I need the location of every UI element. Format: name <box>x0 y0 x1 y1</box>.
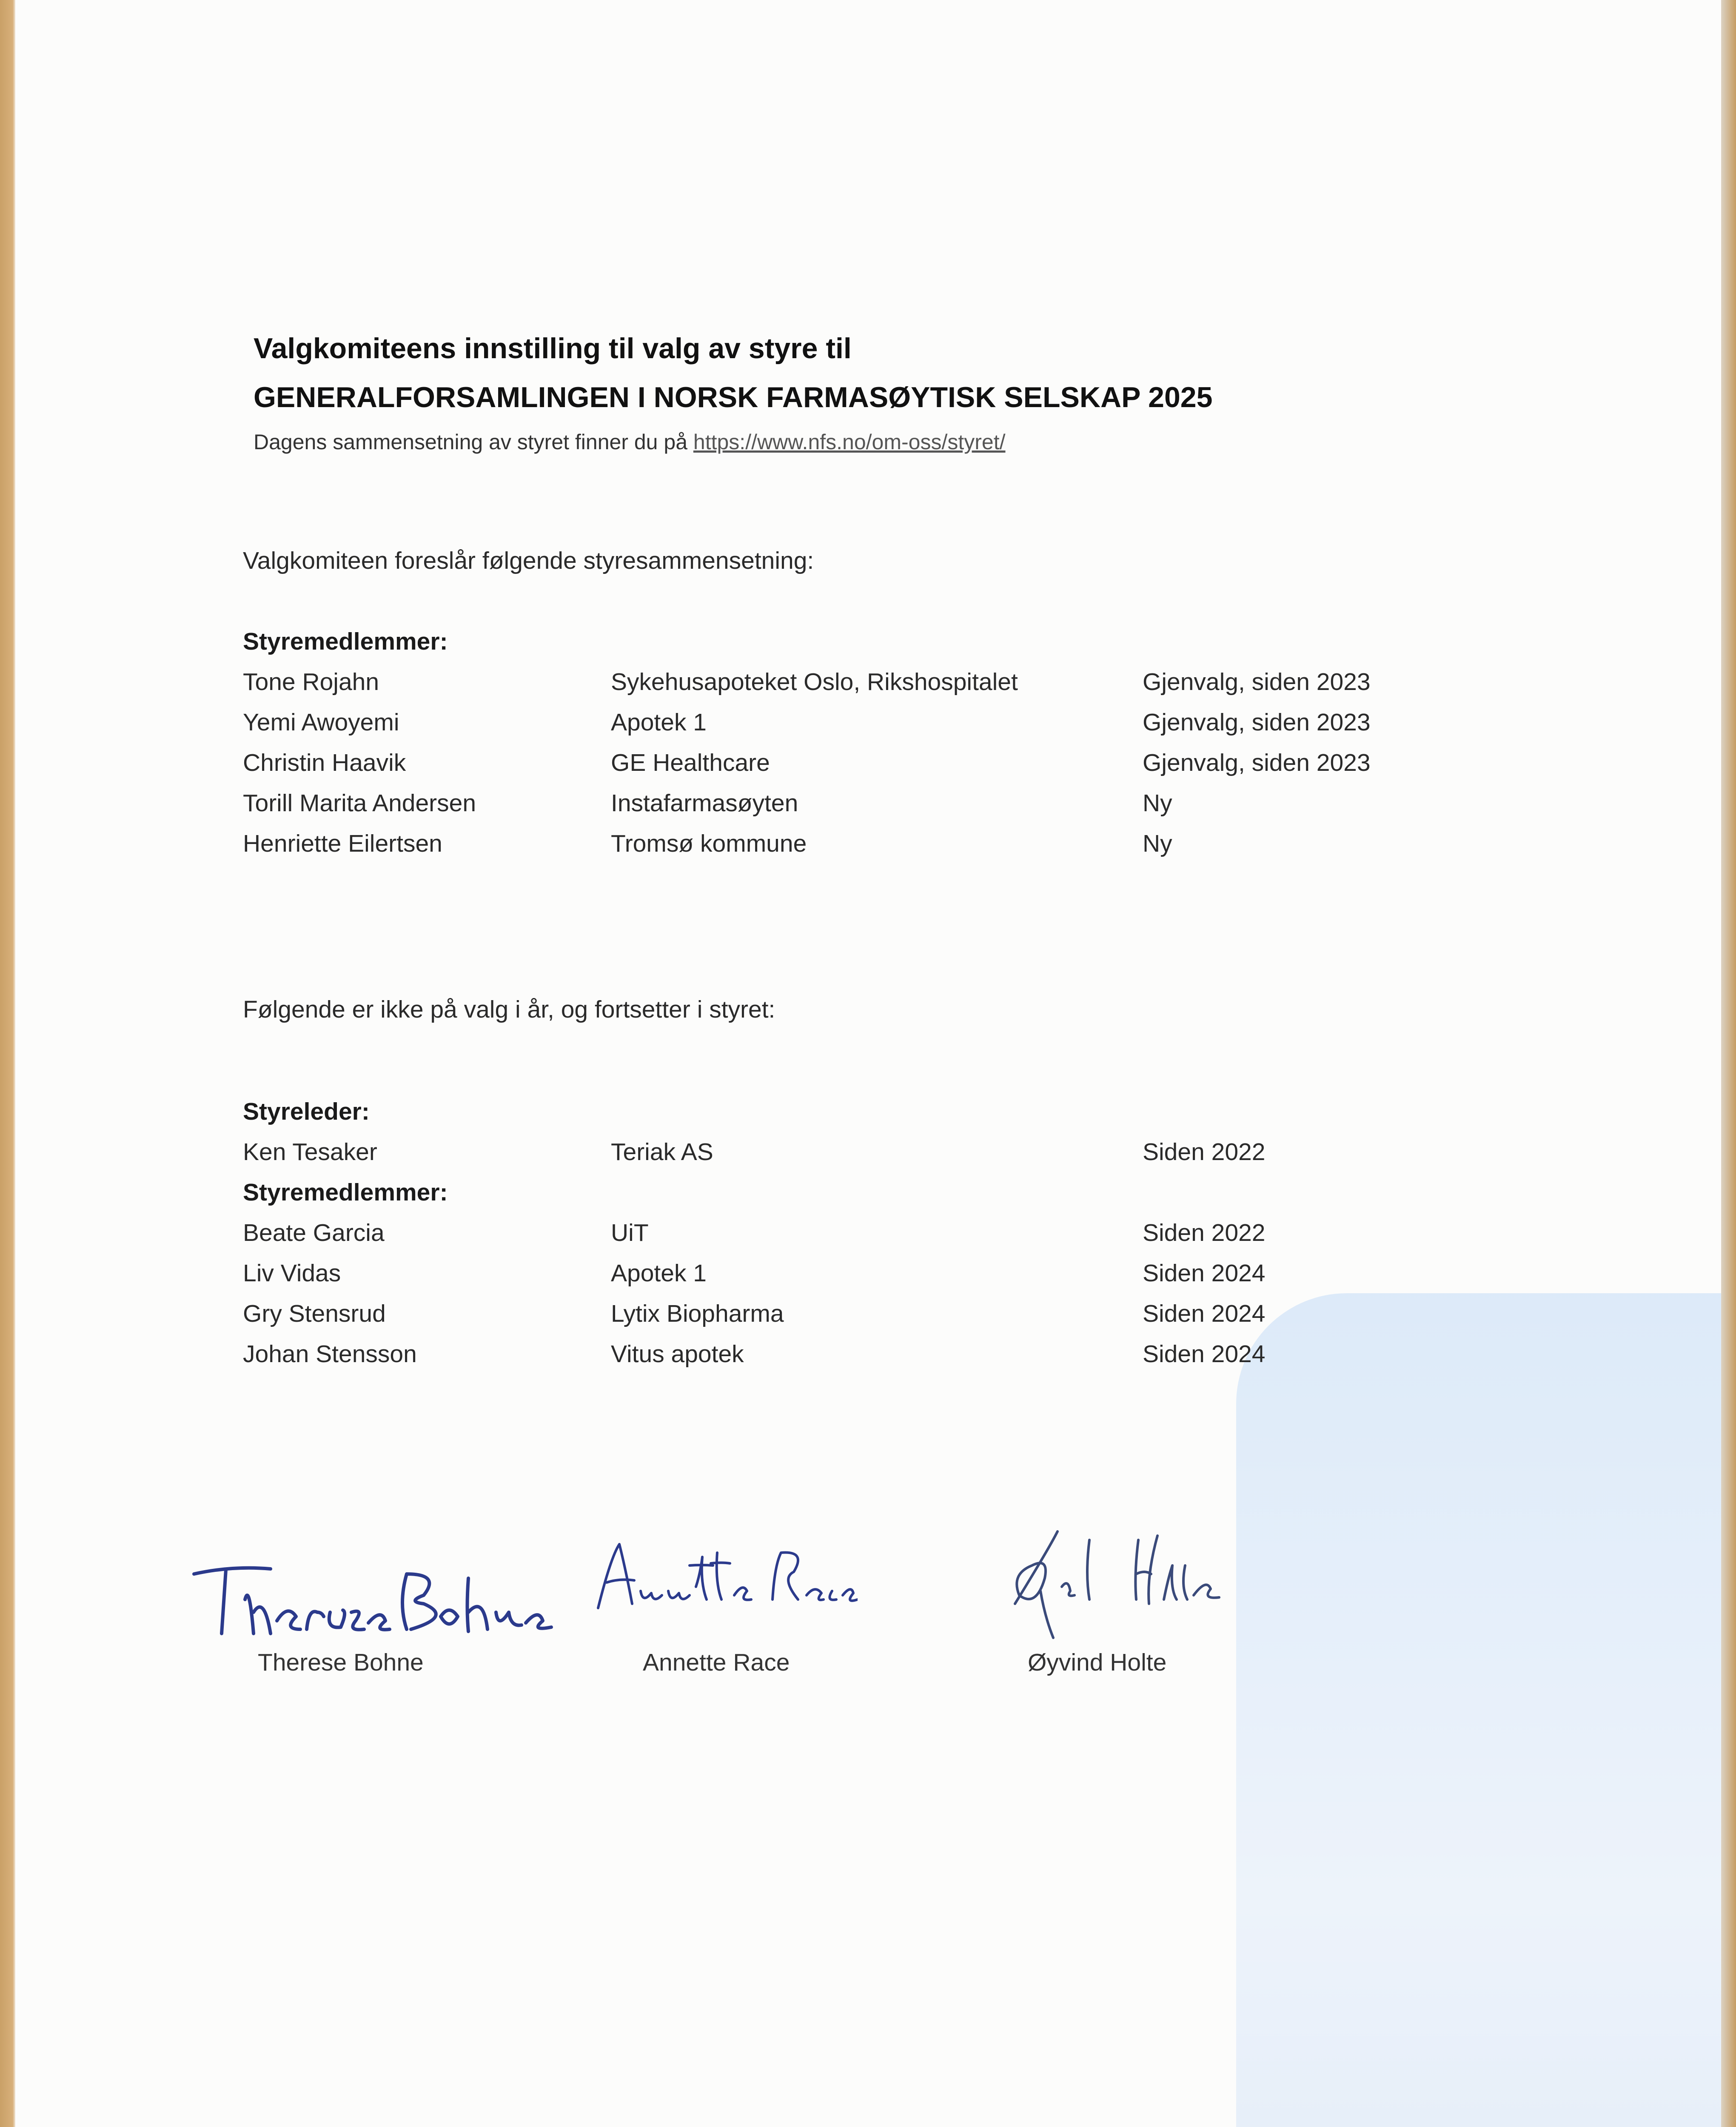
leader-status: Siden 2022 <box>1143 1138 1266 1166</box>
member-status: Ny <box>1143 830 1172 857</box>
signature-name: Annette Race <box>643 1649 790 1676</box>
continuing-text: Følgende er ikke på valg i år, og fortsetter i styret: <box>243 996 775 1023</box>
member-status: Siden 2024 <box>1143 1260 1266 1287</box>
paper-sheet <box>15 0 1721 2127</box>
signature-name: Therese Bohne <box>258 1649 424 1676</box>
member-org: Instafarmasøyten <box>611 790 798 817</box>
member-org: Lytix Biopharma <box>611 1300 784 1327</box>
member-status: Siden 2022 <box>1143 1219 1266 1246</box>
signature-therese-bohne <box>185 1548 568 1646</box>
signature-name: Øyvind Holte <box>1028 1649 1167 1676</box>
member-name: Tone Rojahn <box>243 668 379 696</box>
member-org: Tromsø kommune <box>611 830 807 857</box>
member-status: Ny <box>1143 790 1172 817</box>
member-name: Yemi Awoyemi <box>243 709 399 736</box>
member-status: Gjenvalg, siden 2023 <box>1143 709 1371 736</box>
member-status: Siden 2024 <box>1143 1340 1266 1368</box>
proposed-heading: Styremedlemmer: <box>243 628 448 655</box>
member-name: Torill Marita Andersen <box>243 790 476 817</box>
member-status: Gjenvalg, siden 2023 <box>1143 749 1371 776</box>
continuing-members-heading: Styremedlemmer: <box>243 1179 448 1206</box>
intro-prefix: Dagens sammensetning av styret finner du på <box>254 430 687 454</box>
member-status: Gjenvalg, siden 2023 <box>1143 668 1371 696</box>
member-org: UiT <box>611 1219 649 1246</box>
member-name: Henriette Eilertsen <box>243 830 442 857</box>
leader-heading: Styreleder: <box>243 1098 370 1125</box>
signature-oyvind-holte <box>998 1514 1296 1642</box>
member-name: Gry Stensrud <box>243 1300 386 1327</box>
member-name: Beate Garcia <box>243 1219 385 1246</box>
member-org: Apotek 1 <box>611 709 707 736</box>
member-org: Apotek 1 <box>611 1260 707 1287</box>
title-line-2: GENERALFORSAMLINGEN I NORSK FARMASØYTISK SELSKAP 2025 <box>254 381 1213 413</box>
proposal-text: Valgkomiteen foreslår følgende styresammensetning: <box>243 547 814 574</box>
member-name: Christin Haavik <box>243 749 406 776</box>
leader-org: Teriak AS <box>611 1138 713 1166</box>
member-name: Johan Stensson <box>243 1340 417 1368</box>
styret-link[interactable]: https://www.nfs.no/om-oss/styret/ <box>693 430 1006 454</box>
member-status: Siden 2024 <box>1143 1300 1266 1327</box>
light-shadow <box>1236 1293 1721 2127</box>
title-line-1: Valgkomiteens innstilling til valg av styre til <box>254 332 852 365</box>
member-org: GE Healthcare <box>611 749 770 776</box>
intro-line <box>254 430 1005 454</box>
member-org: Sykehusapoteket Oslo, Rikshospitalet <box>611 668 1018 696</box>
leader-name: Ken Tesaker <box>243 1138 377 1166</box>
signature-annette-race <box>594 1531 858 1617</box>
member-org: Vitus apotek <box>611 1340 744 1368</box>
member-name: Liv Vidas <box>243 1260 341 1287</box>
